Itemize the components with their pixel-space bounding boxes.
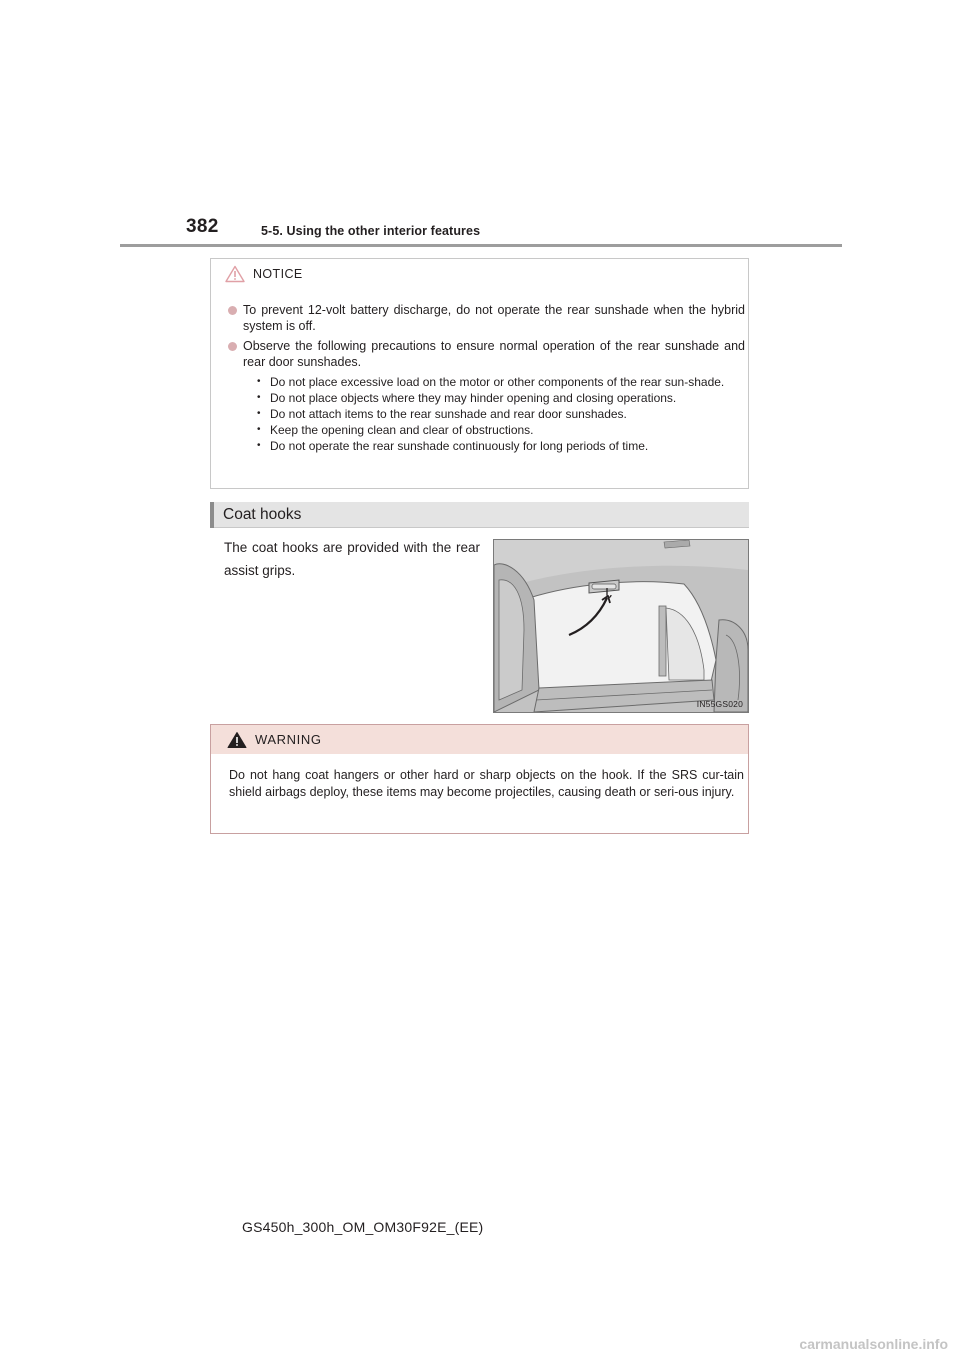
warning-text: Do not hang coat hangers or other hard or sharp objects on the hook. If the SRS cur-tain shield airbags deploy, these items may become projectiles, causing death or seri-ous injury. <box>229 768 744 799</box>
notice-item-text: To prevent 12-volt battery discharge, do not operate the rear sunshade when the hybrid system is off. <box>243 303 745 333</box>
precaution-item: • Do not place excessive load on the motor or other components of the rear sun-shade. <box>243 374 745 390</box>
notice-item-text: Observe the following precautions to ensure normal operation of the rear sunshade and rear door sunshades. <box>243 339 745 369</box>
header-rule <box>120 244 842 247</box>
precaution-item: • Do not attach items to the rear sunshade and rear door sunshades. <box>243 406 745 422</box>
notice-item <box>228 338 745 454</box>
coat-hooks-heading <box>210 502 749 528</box>
notice-box <box>210 258 749 489</box>
bullet-icon <box>228 342 237 351</box>
figure-code: IN55GS020 <box>696 699 743 709</box>
warning-box <box>210 724 749 834</box>
caution-triangle-icon <box>225 265 245 283</box>
warning-triangle-icon <box>227 731 247 749</box>
page-number: 382 <box>186 216 219 237</box>
precaution-item: • Keep the opening clean and clear of obstructions. <box>243 422 745 438</box>
precaution-item: • Do not place objects where they may hinder opening and closing operations. <box>243 390 745 406</box>
precaution-item: • Do not operate the rear sunshade continuously for long periods of time. <box>243 438 745 454</box>
precaution-list <box>243 374 745 454</box>
notice-body <box>228 302 745 458</box>
coat-hooks-description: The coat hooks are provided with the rear assist grips. <box>224 540 480 578</box>
section-title: 5-5. Using the other interior features <box>261 224 481 238</box>
bullet-icon <box>228 306 237 315</box>
notice-item <box>228 302 745 334</box>
watermark: carmanualsonline.info <box>799 1336 948 1352</box>
notice-header <box>225 263 303 285</box>
warning-header <box>211 725 748 754</box>
coat-hooks-title: Coat hooks <box>223 506 302 523</box>
notice-title: NOTICE <box>253 267 303 281</box>
coat-hook-illustration <box>493 539 749 713</box>
warning-title: WARNING <box>255 732 322 747</box>
heading-accent-bar <box>210 502 214 528</box>
car-interior-drawing <box>494 540 748 712</box>
document-code: GS450h_300h_OM_OM30F92E_(EE) <box>242 1219 484 1235</box>
